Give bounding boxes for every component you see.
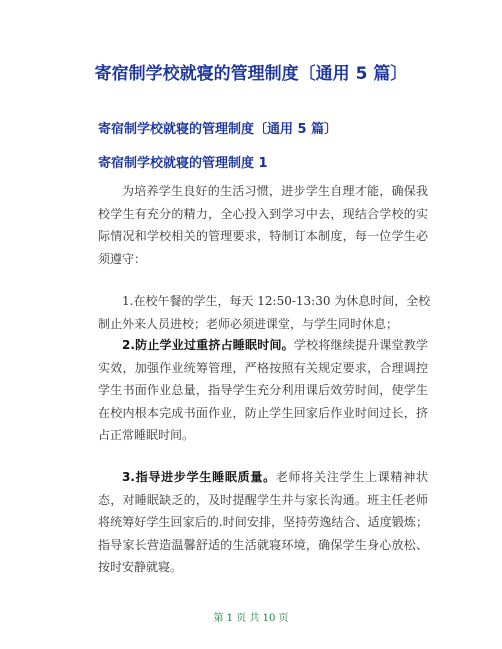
rule-2-first-rest: 学校将继续提升课堂教学 <box>293 338 428 352</box>
paragraph-line: 学生书面作业总量，指导学生充分利用课后效劳时间，使学生 <box>98 383 428 398</box>
page-footer: 第 1 页 共 10 页 <box>213 613 289 624</box>
paragraph-first-line <box>98 334 428 357</box>
paragraph-first-line <box>98 466 428 489</box>
rule-3-lead: 3.指导进步学生睡眠质量。 <box>122 470 276 484</box>
paragraph-line: 态，对睡眠缺乏的，及时提醒学生并与家长沟通。班主任老师 <box>98 492 428 507</box>
paragraph-line: 1.在校午餐的学生，每天 12:50-13:30 为休息时间，全校 <box>122 294 431 308</box>
rule-2-lead: 2.防止学业过重挤占睡眠时间。 <box>122 338 294 352</box>
paragraph-line: 制止外来人员进校；老师必须进课堂，与学生同时休息； <box>98 316 399 331</box>
paragraph-line: 占正常睡眠时间。 <box>98 428 195 443</box>
paragraph-line: 按时安静就寝。 <box>98 560 183 575</box>
document-title: 寄宿制学校就寝的管理制度〔通用 5 篇〕 <box>94 64 408 84</box>
document-subtitle: 寄宿制学校就寝的管理制度〔通用 5 篇〕 <box>98 122 338 137</box>
paragraph-rule-1 <box>98 290 431 335</box>
paragraph-rule-3 <box>98 466 428 579</box>
paragraph-line: 校学生有充分的精力，全心投入到学习中去，现结合学校的实 <box>98 206 428 221</box>
paragraph-line: 在校内根本完成书面作业，防止学生回家后作业时间过长，挤 <box>98 405 428 420</box>
paragraph-line: 际情况和学校相关的管理要求，特制订本制度，每一位学生必 <box>98 229 428 244</box>
paragraph-intro <box>98 180 428 270</box>
paragraph-line: 将统筹好学生回家后的.时间安排，坚持劳逸结合、适度锻炼； <box>98 515 428 530</box>
paragraph-line: 为培养学生良好的生活习惯，进步学生自理才能，确保我 <box>122 184 428 198</box>
paragraph-line: 实效，加强作业统筹管理，严格按照有关规定要求，合理调控 <box>98 360 428 375</box>
paragraph-line: 须遵守： <box>98 251 147 266</box>
rule-3-first-rest: 老师将关注学生上课精神状 <box>275 470 428 484</box>
paragraph-line: 指导家长营造温馨舒适的生活就寝环境，确保学生身心放松、 <box>98 537 428 552</box>
section-heading: 寄宿制学校就寝的管理制度 1 <box>98 156 268 171</box>
paragraph-rule-2 <box>98 334 428 447</box>
